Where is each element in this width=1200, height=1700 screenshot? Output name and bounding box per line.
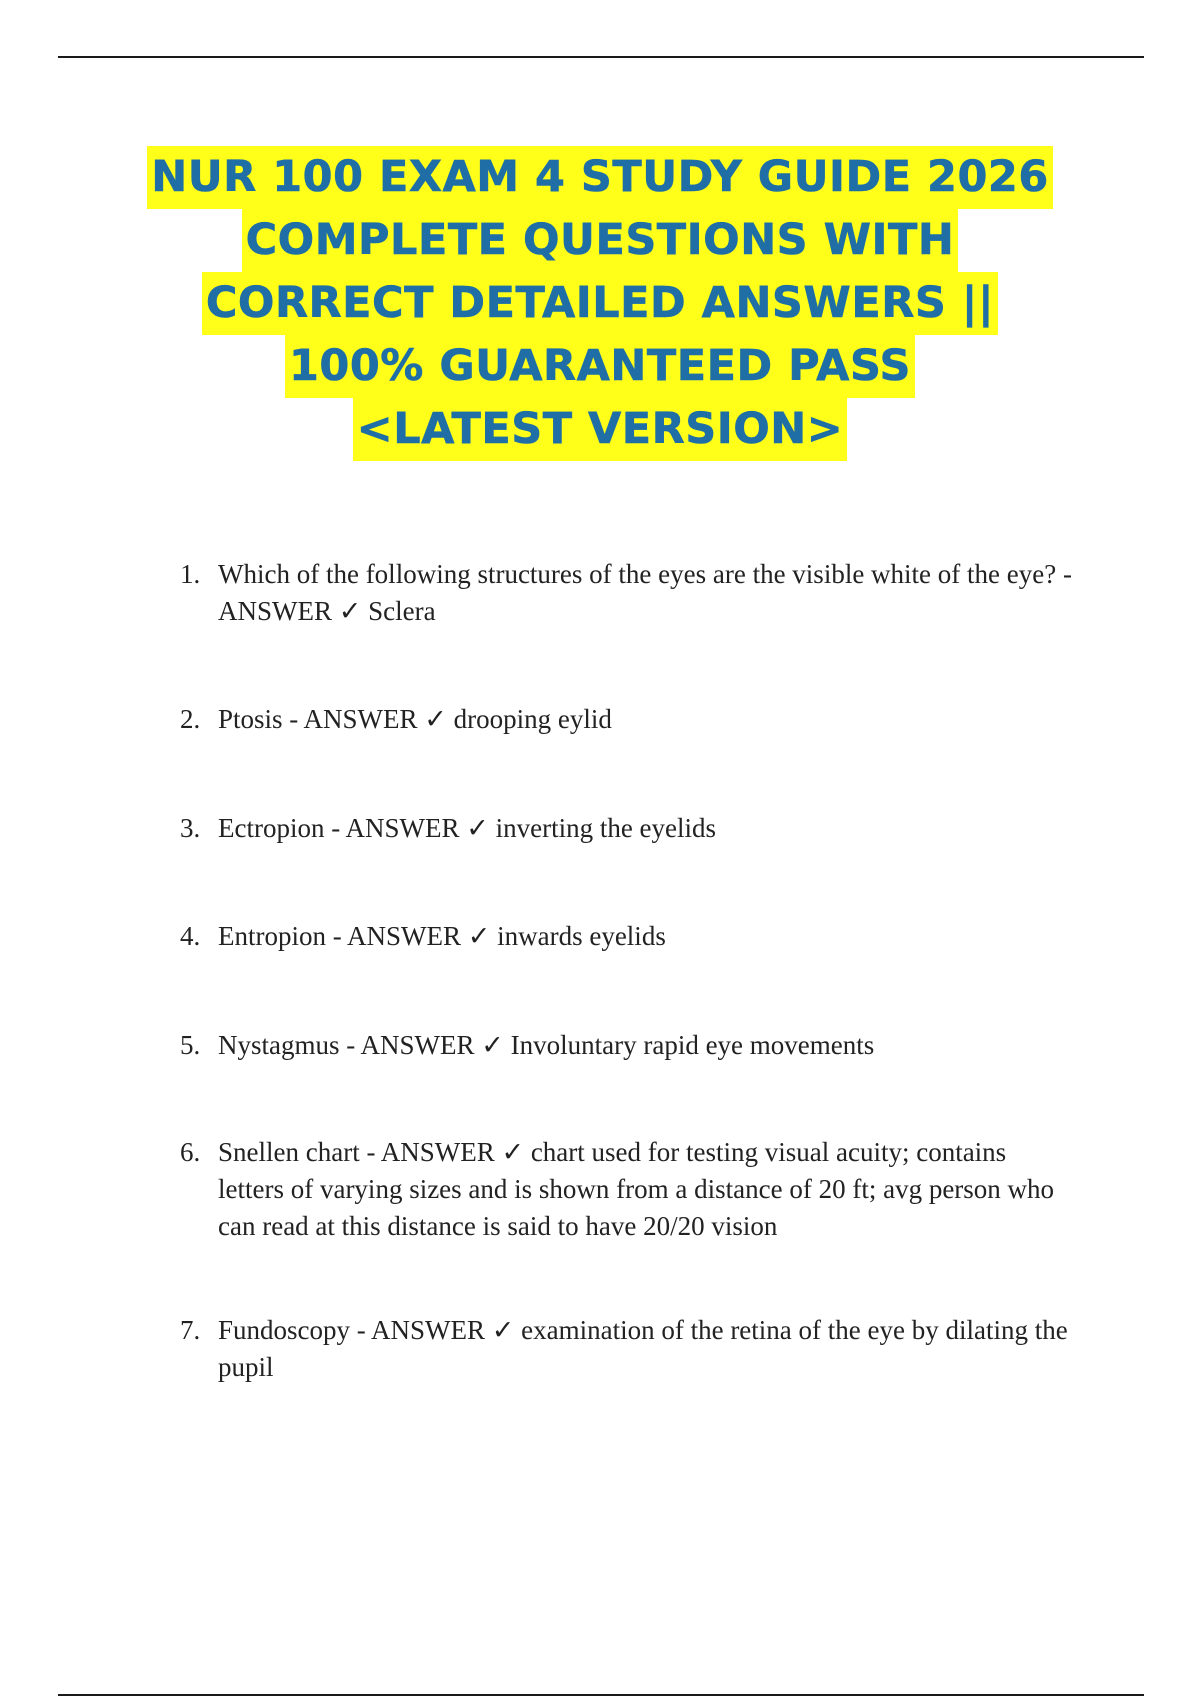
top-rule [58,56,1144,58]
title-line-2: COMPLETE QUESTIONS WITH [242,209,959,272]
item-text: Nystagmus - ANSWER ✓ Involuntary rapid eye movements [218,1030,875,1060]
item-text: Entropion - ANSWER ✓ inwards eyelids [218,921,666,951]
item-text: Snellen chart - ANSWER ✓ chart used for testing visual acuity; contains letters of varying sizes and is shown from a distance of 20 ft; avg person who can read at this distance is said to have 20/20 vision [218,1137,1055,1241]
item-number: 7. [180,1315,201,1345]
title-line-1: NUR 100 EXAM 4 STUDY GUIDE 2026 [147,146,1052,209]
item-number: 6. [180,1137,201,1167]
item-number: 1. [180,559,201,589]
item-number: 4. [180,921,201,951]
item-text: Ectropion - ANSWER ✓ inverting the eyelids [218,813,717,843]
document-title [100,146,1100,461]
item-number: 5. [180,1030,201,1060]
item-text: Fundoscopy - ANSWER ✓ examination of the retina of the eye by dilating the pupil [218,1315,1068,1382]
title-line-4: 100% GUARANTEED PASS [285,335,915,398]
title-line-3: CORRECT DETAILED ANSWERS || [202,272,998,335]
item-text: Ptosis - ANSWER ✓ drooping eylid [218,704,612,734]
bottom-rule [58,1694,1144,1696]
item-number: 2. [180,704,201,734]
item-text: Which of the following structures of the eyes are the visible white of the eye? - ANSWER ✓ Sclera [218,559,1072,626]
title-line-5: <LATEST VERSION> [353,398,848,461]
item-number: 3. [180,813,201,843]
